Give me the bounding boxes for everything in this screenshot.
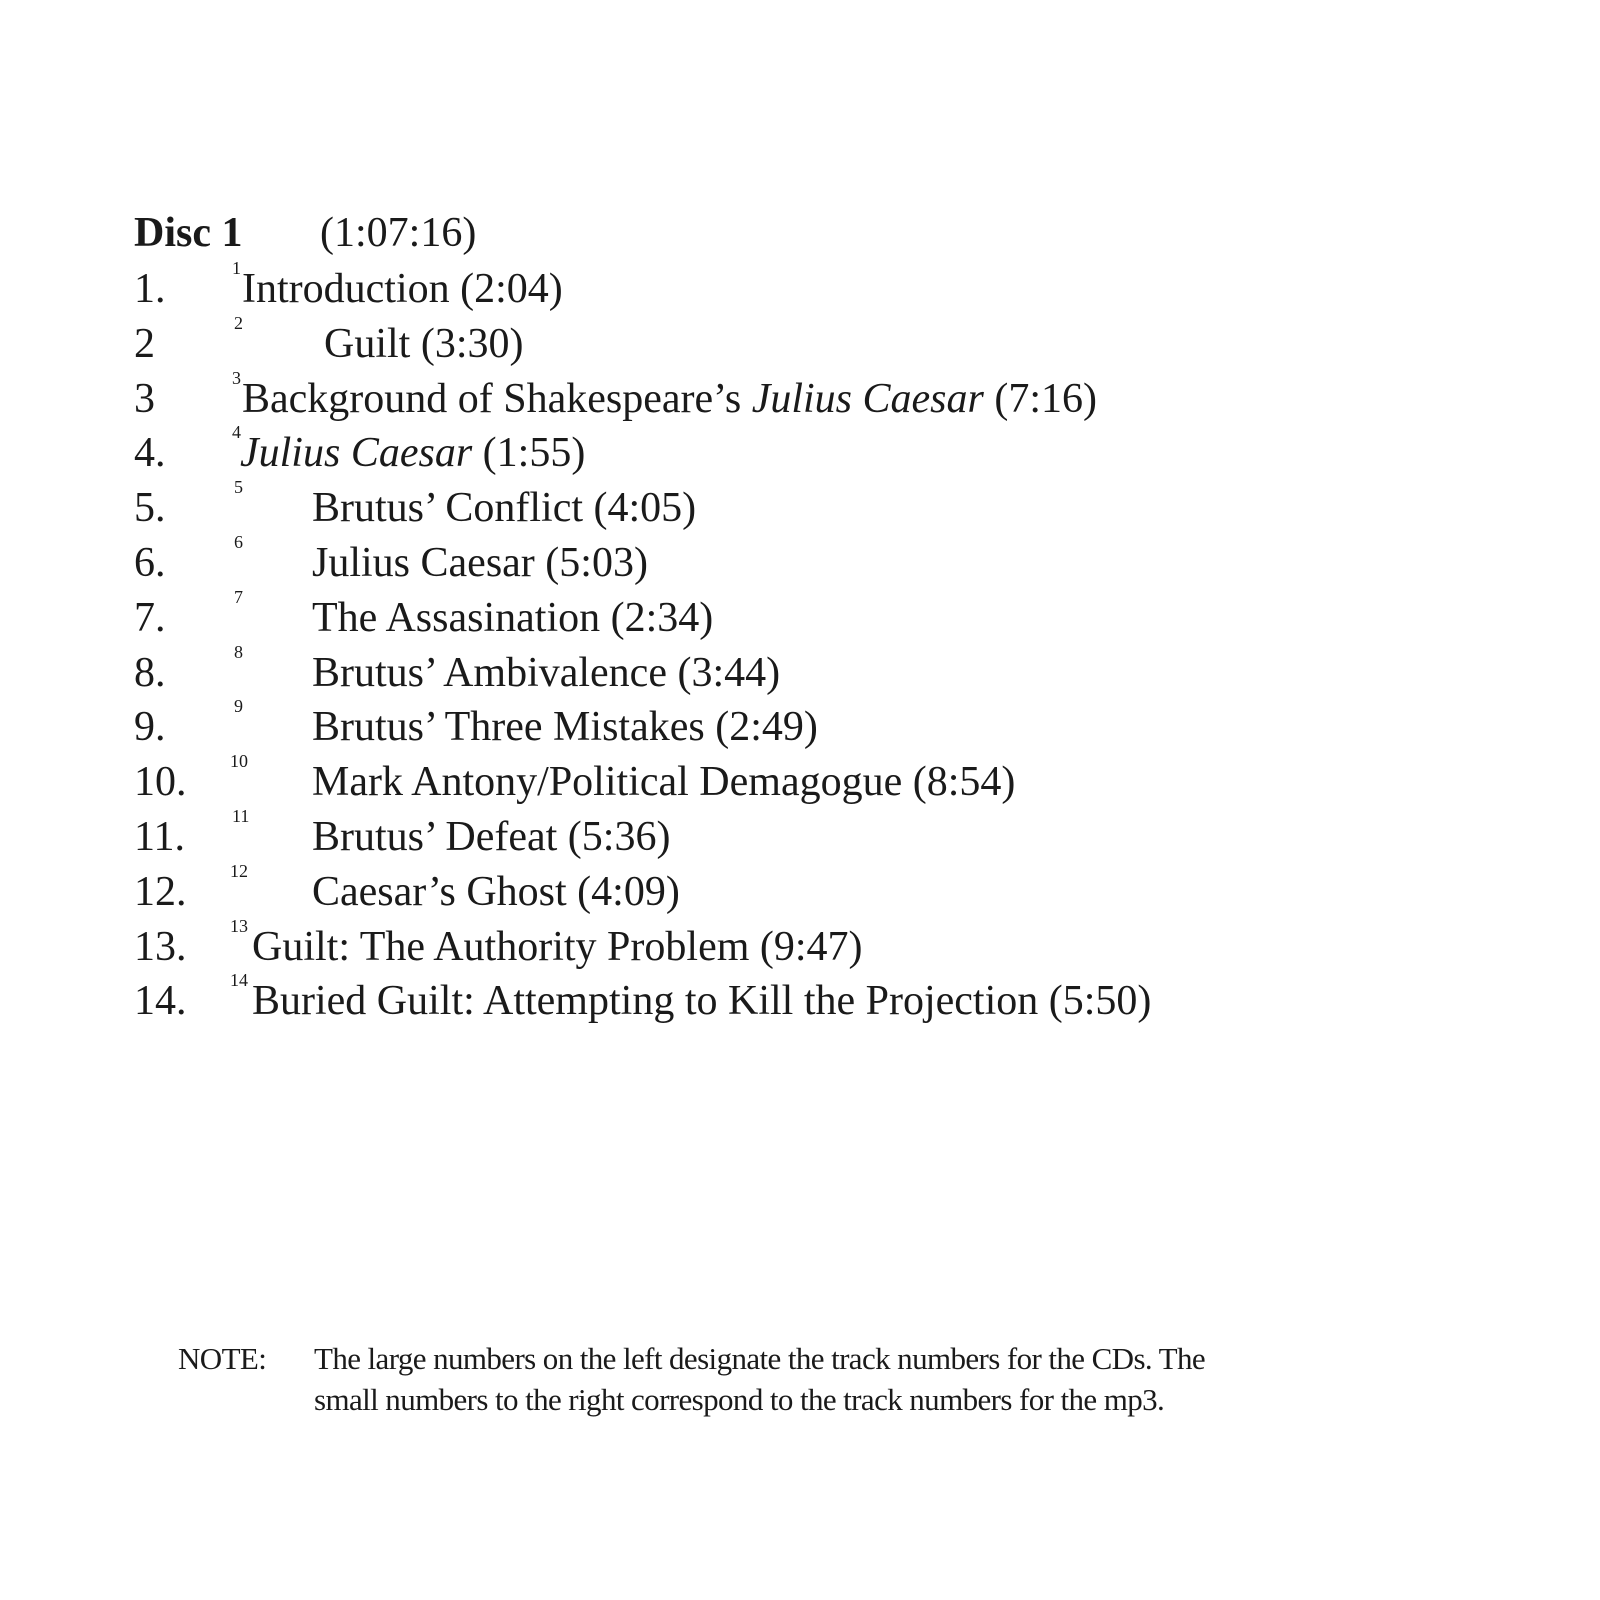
track-title: [240, 426, 585, 480]
cd-track-number: 11.: [134, 813, 185, 860]
mp3-track-number: 5: [234, 477, 243, 498]
track-title-part: Buried Guilt: Attempting to Kill the Projection (5:50): [252, 978, 1152, 1025]
cd-track-number: 5.: [134, 485, 166, 532]
track-title-part: Mark Antony/Political Demagogue (8:54): [312, 759, 1016, 806]
mp3-track-number: 6: [234, 531, 243, 552]
cd-track-number: 2: [134, 320, 155, 367]
mp3-track-number: 4: [232, 422, 241, 443]
cd-track-number: 12.: [134, 868, 187, 915]
mp3-track-number: 12: [230, 860, 248, 881]
track-title: [312, 591, 713, 645]
cd-track-number: 8.: [134, 649, 166, 696]
mp3-track-number: 2: [234, 312, 243, 333]
cd-track-number: 9.: [134, 704, 166, 751]
track-title: [312, 536, 648, 590]
mp3-track-number: 1: [232, 258, 241, 278]
track-title-part: Brutus’ Three Mistakes (2:49): [312, 704, 818, 751]
track-title-part: Brutus’ Defeat (5:36): [312, 813, 671, 860]
track-title-part: (7:16): [983, 375, 1098, 422]
note-line: The large numbers on the left designate the track numbers for the CDs. The: [314, 1341, 1206, 1376]
note-line: small numbers to the right correspond to the track numbers for the mp3.: [314, 1382, 1165, 1417]
track-title: [242, 262, 563, 316]
cd-track-number: 7.: [134, 594, 166, 641]
track-title-part: Brutus’ Conflict (4:05): [312, 485, 697, 532]
cd-track-number: 10.: [134, 759, 187, 806]
mp3-track-number: 13: [230, 915, 248, 936]
track-title-italic: Julius Caesar: [240, 430, 473, 477]
track-title: [324, 317, 523, 371]
disc-duration: (1:07:16): [320, 210, 477, 256]
track-title: [242, 372, 1097, 426]
track-title-part: Julius Caesar (5:03): [312, 539, 648, 586]
track-title: [312, 865, 680, 919]
disc-title: Disc 1: [134, 210, 243, 256]
track-title-part: Guilt (3:30): [324, 320, 524, 367]
track-title: [252, 974, 1151, 1028]
track-title-part: The Assasination (2:34): [312, 594, 714, 641]
disc-header: [134, 206, 476, 260]
note-label: NOTE:: [178, 1341, 267, 1376]
cd-track-number: 4.: [134, 430, 166, 477]
track-title: [312, 481, 696, 535]
cd-track-number: 13.: [134, 923, 187, 970]
track-title-part: Introduction (2:04): [242, 266, 563, 312]
track-title: [312, 755, 1015, 809]
mp3-track-number: 8: [234, 641, 243, 662]
track-title: [312, 700, 818, 754]
mp3-track-number: 14: [230, 970, 248, 991]
note-text: [314, 1338, 1434, 1420]
mp3-track-number: 11: [232, 805, 250, 826]
cd-track-number: 6.: [134, 539, 166, 586]
track-title: [312, 810, 670, 864]
track-title-part: Background of Shakespeare’s: [242, 375, 752, 422]
track-title: [312, 646, 780, 700]
mp3-track-number: 9: [234, 696, 243, 717]
track-title-part: Caesar’s Ghost (4:09): [312, 868, 680, 915]
track-title-italic: Julius Caesar: [751, 375, 984, 422]
cd-track-number: 14.: [134, 978, 187, 1025]
mp3-track-number: 7: [234, 586, 243, 607]
track-title-part: Brutus’ Ambivalence (3:44): [312, 649, 781, 696]
track-title-part: Guilt: The Authority Problem (9:47): [252, 923, 863, 970]
track-title: [252, 920, 863, 974]
cd-track-number: 3: [134, 375, 155, 422]
mp3-track-number: 10: [230, 751, 248, 772]
mp3-track-number: 3: [232, 367, 241, 388]
cd-track-number: 1.: [134, 266, 166, 312]
track-title-part: (1:55): [472, 430, 586, 477]
